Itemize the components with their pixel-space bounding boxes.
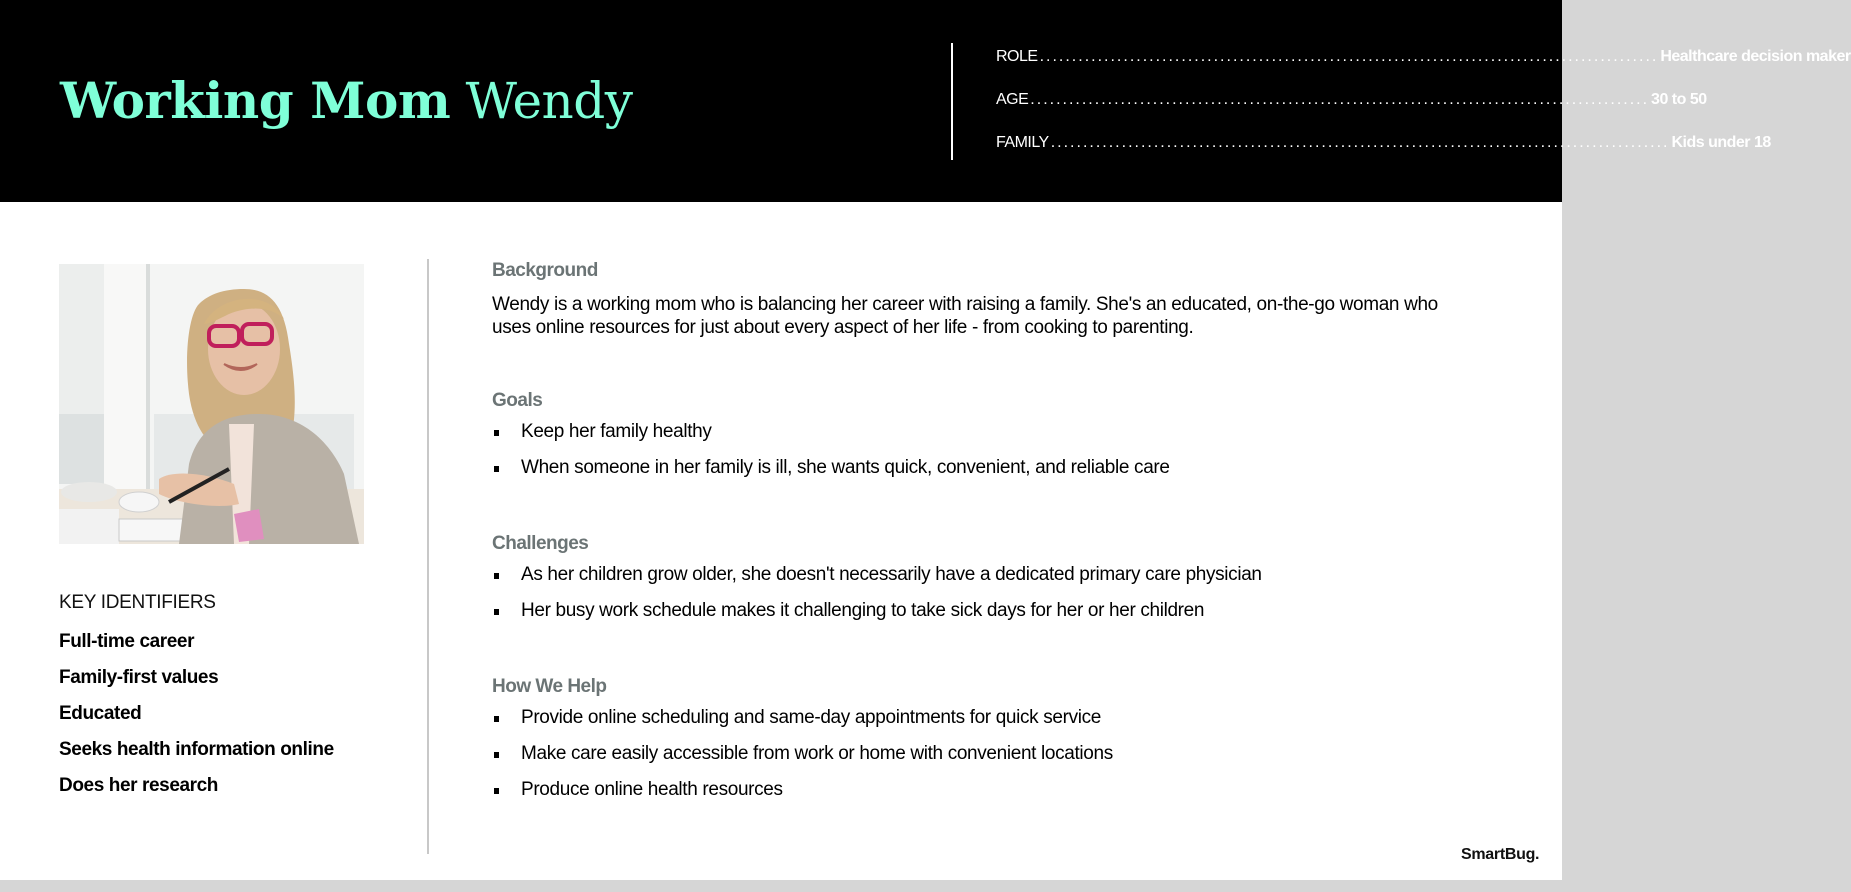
section-goals [492,388,1170,492]
square-bullet-icon [494,573,499,579]
list-item-text: As her children grow older, she doesn't necessarily have a dedicated primary care physician [521,564,1262,585]
fact-age [996,91,1707,134]
square-bullet-icon [494,430,499,436]
fact-label: AGE [996,91,1029,108]
key-identifier: Does her research [59,775,219,796]
fact-label: ROLE [996,48,1038,65]
list-item [492,706,1113,742]
key-identifiers-title: KEY IDENTIFIERS [59,592,216,613]
list-item-text: Keep her family healthy [521,421,712,442]
list-item [492,599,1262,635]
list-item-text: Provide online scheduling and same-day appointments for quick service [521,707,1101,728]
fact-value: Healthcare decision maker [1660,48,1851,65]
list-item-text: Produce online health resources [521,779,783,800]
list-item [492,778,1113,814]
square-bullet-icon [494,609,499,615]
fact-value: 30 to 50 [1651,91,1707,108]
key-identifiers-list [59,630,334,810]
smartbug-logo: SmartBug. [1461,846,1540,863]
square-bullet-icon [494,466,499,472]
key-identifier: Educated [59,703,142,724]
goals-list [492,420,1170,492]
section-how-we-help [492,674,1113,814]
list-item [492,742,1113,778]
fact-family [996,134,1771,177]
list-item-text: Make care easily accessible from work or home with convenient locations [521,743,1113,764]
section-background [492,258,1457,339]
persona-header [0,0,1851,202]
leader-dots: ................................................................................................ [1030,91,1650,108]
fact-label: FAMILY [996,134,1049,151]
list-item [492,456,1170,492]
leader-dots: ................................................................................................ [1039,48,1659,65]
section-heading: Background [492,260,598,281]
list-item [492,420,1170,456]
header-divider [951,43,953,160]
persona-photo [59,264,364,544]
section-heading: Goals [492,390,543,411]
fact-role [996,48,1851,91]
persona-title [60,66,633,136]
square-bullet-icon [494,788,499,794]
persona-title-name: Wendy [465,72,633,130]
leader-dots: ................................................................................................ [1050,134,1670,151]
key-identifier: Seeks health information online [59,739,334,760]
fact-value: Kids under 18 [1671,134,1771,151]
persona-title-bold: Working Mom [60,71,451,130]
key-identifier: Full-time career [59,631,195,652]
background-text: Wendy is a working mom who is balancing her career with raising a family. She's an educated, on-the-go woman who uses online resources for just about every aspect of her life - from cooking to parenting. [492,294,1438,338]
list-item-text: When someone in her family is ill, she wants quick, convenient, and reliable care [521,457,1170,478]
square-bullet-icon [494,716,499,722]
section-heading: How We Help [492,676,607,697]
section-challenges [492,531,1262,635]
section-heading: Challenges [492,533,589,554]
square-bullet-icon [494,752,499,758]
key-identifier: Family-first values [59,667,219,688]
challenges-list [492,563,1262,635]
persona-facts [996,48,1851,177]
list-item [492,563,1262,599]
how-we-help-list [492,706,1113,814]
persona-photo-illustration [59,264,364,544]
list-item-text: Her busy work schedule makes it challenging to take sick days for her or her children [521,600,1205,621]
column-divider [427,259,429,854]
